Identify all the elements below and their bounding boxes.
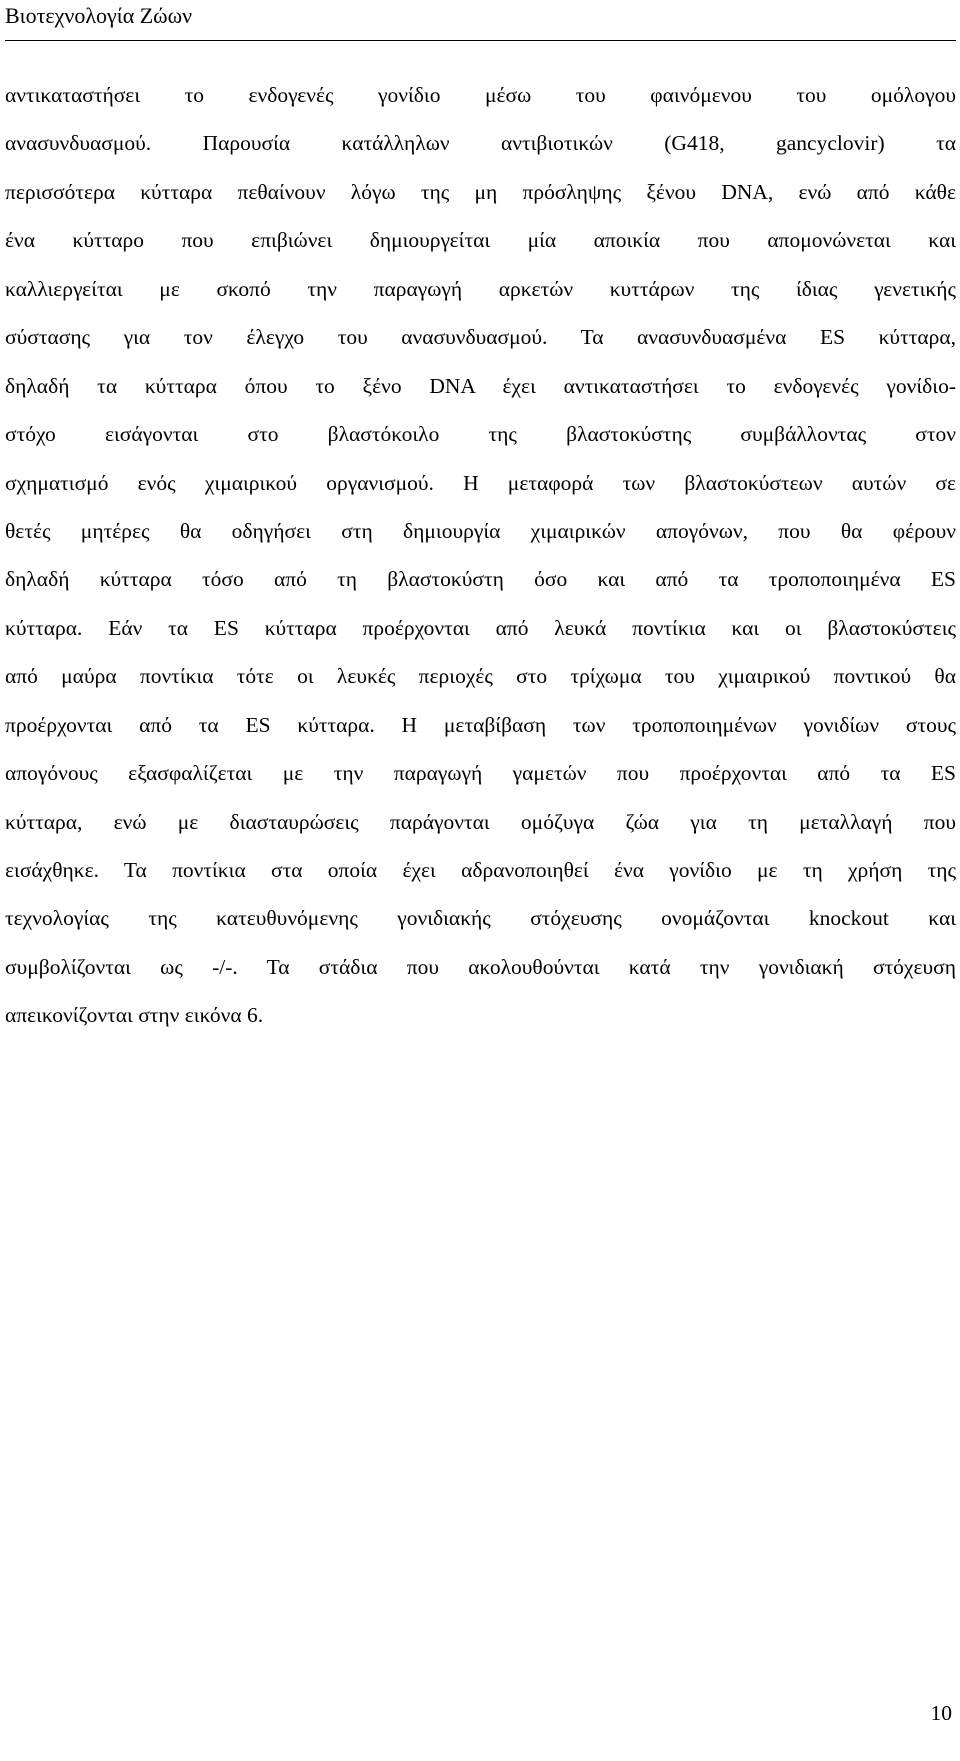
text-line-10: θετές μητέρες θα οδηγήσει στη δημιουργία χιμαιρικών απογόνων, που θα φέρουν [5, 518, 956, 543]
page-header [5, 0, 956, 41]
text-line-14: προέρχονται από τα ES κύτταρα. Η μεταβίβαση των τροποποιημένων γονιδίων στους [5, 712, 956, 737]
text-line-16: κύτταρα, ενώ με διασταυρώσεις παράγονται ομόζυγα ζώα για τη μεταλλαγή που [5, 809, 956, 834]
page-number: 10 [930, 1701, 952, 1725]
text-line-6: σύστασης για τον έλεγχο του ανασυνδυασμού. Τα ανασυνδυασμένα ES κύτταρα, [5, 325, 956, 350]
text-line-1: αντικαταστήσει το ενδογενές γονίδιο μέσω του φαινόμενου του ομόλογου [5, 83, 956, 107]
text-line-5: καλλιεργείται με σκοπό την παραγωγή αρκετών κυττάρων της ίδιας γενετικής [5, 276, 956, 301]
text-line-9: σχηματισμό ενός χιμαιρικού οργανισμού. Η μεταφορά των βλαστοκύστεων αυτών σε [5, 470, 956, 495]
text-line-2: ανασυνδυασμού. Παρουσία κατάλληλων αντιβιοτικών (G418, gancyclovir) τα [5, 131, 956, 156]
text-line-18: τεχνολογίας της κατευθυνόμενης γονιδιακής στόχευσης ονομάζονται knockout και [5, 906, 956, 931]
text-line-19: συμβολίζονται ως -/-. Τα στάδια που ακολουθούνται κατά την γονιδιακή στόχευση [5, 954, 956, 979]
text-line-15: απογόνους εξασφαλίζεται με την παραγωγή γαμετών που προέρχονται από τα ES [5, 761, 956, 786]
body-paragraph [5, 80, 956, 1049]
header-title: Βιοτεχνολογία Ζώων [5, 3, 193, 28]
text-line-17: εισάχθηκε. Τα ποντίκια στα οποία έχει αδρανοποιηθεί ένα γονίδιο με τη χρήση της [5, 858, 956, 882]
text-line-4: ένα κύτταρο που επιβιώνει δημιουργείται μία αποικία που απομονώνεται και [5, 228, 956, 253]
text-line-12: κύτταρα. Εάν τα ES κύτταρα προέρχονται από λευκά ποντίκια και οι βλαστοκύστεις [5, 615, 956, 640]
text-line-7: δηλαδή τα κύτταρα όπου το ξένο DNA έχει αντικαταστήσει το ενδογενές γονίδιο- [5, 373, 956, 398]
text-line-11: δηλαδή κύτταρα τόσο από τη βλαστοκύστη όσο και από τα τροποποιημένα ES [5, 567, 956, 592]
text-line-8: στόχο εισάγονται στο βλαστόκοιλο της βλαστοκύστης συμβάλλοντας στον [5, 422, 956, 447]
text-line-20: απεικονίζονται στην εικόνα 6. [5, 1003, 264, 1028]
text-line-3: περισσότερα κύτταρα πεθαίνουν λόγω της μη πρόσληψης ξένου DNA, ενώ από κάθε [5, 179, 956, 204]
text-line-13: από μαύρα ποντίκια τότε οι λευκές περιοχές στο τρίχωμα του χιμαιρικού ποντικού θα [5, 664, 956, 689]
